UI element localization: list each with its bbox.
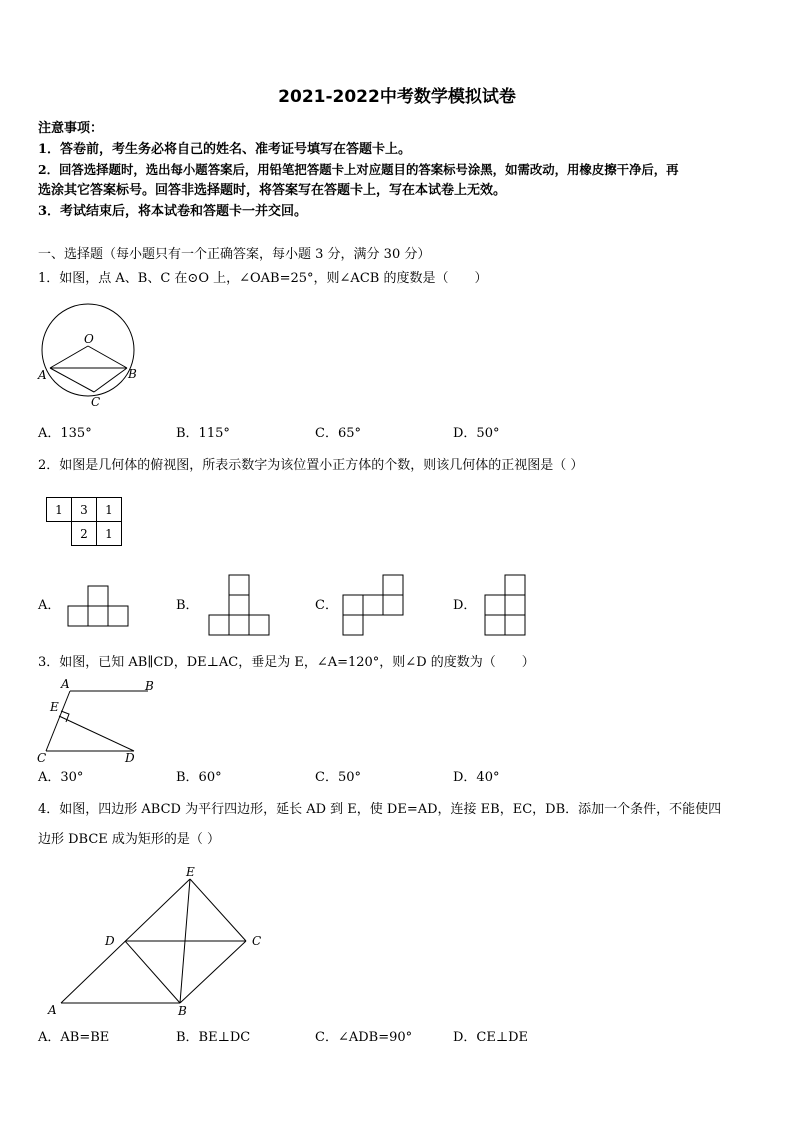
q4-text-line-2: 边形 DBCE 成为矩形的是（ ）	[38, 832, 221, 847]
q2-option-a[interactable]: A．	[38, 598, 61, 613]
q4-label-c: C	[252, 934, 262, 948]
section-heading: 一、选择题（每小题只有一个正确答案，每小题 3 分，满分 30 分）	[38, 247, 431, 262]
q1-text: 1．如图，点 A、B、C 在⊙O 上，∠OAB=25°，则∠ACB 的度数是（ ）	[38, 271, 488, 286]
q3-label-d: D	[125, 751, 135, 765]
note-line-1: 1．答卷前，考生务必将自己的姓名、准考证号填写在答题卡上。	[38, 142, 412, 157]
q2-grid-cell: 3	[72, 498, 97, 522]
q2-top-view-grid	[46, 497, 122, 546]
q1-option-c[interactable]: C．65°	[315, 426, 361, 441]
q2-option-d-figure	[485, 575, 527, 637]
q2-option-b-figure	[209, 575, 271, 637]
q2-option-c-figure	[343, 575, 405, 637]
q1-label-o: O	[84, 332, 94, 346]
q2-text: 2．如图是几何体的俯视图，所表示数字为该位置小正方体的个数，则该几何体的正视图是（ ）	[38, 458, 584, 473]
q1-circle-figure	[32, 300, 142, 410]
q2-option-b[interactable]: B．	[176, 598, 199, 613]
q2-grid-cell: 1	[97, 498, 122, 522]
note-line-3: 3．考试结束后，将本试卷和答题卡一并交回。	[38, 204, 308, 219]
q1-circle	[42, 304, 134, 396]
q2-option-c[interactable]: C．	[315, 598, 338, 613]
q4-label-b: B	[178, 1004, 187, 1018]
q4-line-bc	[180, 941, 246, 1003]
q4-line-db	[125, 941, 180, 1003]
q3-label-c: C	[37, 751, 47, 765]
q2-option-a-figure	[68, 586, 130, 628]
q2-grid-cell: 1	[47, 498, 72, 522]
note-line-2a: 2．回答选择题时，选出每小题答案后，用铅笔把答题卡上对应题目的答案标号涂黑，如需改动，用橡皮擦干净后，再	[38, 162, 679, 177]
q2-grid-cell: 1	[97, 522, 122, 546]
q2-grid-empty	[47, 522, 72, 546]
q4-label-a: A	[48, 1003, 57, 1017]
q4-option-d[interactable]: D．CE⊥DE	[453, 1030, 528, 1045]
q1-label-a: A	[38, 368, 47, 382]
q4-figure	[44, 864, 274, 1018]
q3-line-de	[59, 716, 134, 751]
q1-line-oa	[50, 346, 88, 368]
q4-option-c[interactable]: C．∠ADB=90°	[315, 1030, 413, 1045]
note-line-2b: 选涂其它答案标号。回答非选择题时，将答案写在答题卡上，写在本试卷上无效。	[38, 183, 507, 198]
q4-label-d: D	[105, 934, 115, 948]
q1-option-a[interactable]: A．135°	[38, 426, 92, 441]
q4-label-e: E	[186, 865, 195, 879]
q1-option-b[interactable]: B．115°	[176, 426, 230, 441]
q1-line-ac	[50, 368, 94, 392]
q1-line-cb	[94, 368, 127, 392]
q1-option-d[interactable]: D．50°	[453, 426, 500, 441]
q3-label-b: B	[145, 679, 154, 693]
q4-text-line-1: 4．如图，四边形 ABCD 为平行四边形，延长 AD 到 E，使 DE=AD，连接 EB，EC，DB．添加一个条件，不能使四	[38, 802, 722, 817]
q3-option-b[interactable]: B．60°	[176, 770, 222, 785]
q1-label-c: C	[91, 395, 101, 409]
q1-line-ob	[88, 346, 127, 368]
notes-heading: 注意事项：	[38, 121, 104, 136]
q4-option-b[interactable]: B．BE⊥DC	[176, 1030, 251, 1045]
q3-figure	[32, 676, 172, 766]
q3-text: 3．如图，已知 AB∥CD，DE⊥AC，垂足为 E，∠A=120°，则∠D 的度数为（ ）	[38, 655, 535, 670]
q4-option-a[interactable]: A．AB=BE	[38, 1030, 110, 1045]
q4-line-ec	[190, 879, 246, 941]
q3-option-c[interactable]: C．50°	[315, 770, 361, 785]
q3-option-a[interactable]: A．30°	[38, 770, 84, 785]
page-title: 2021-2022中考数学模拟试卷	[278, 87, 516, 107]
q3-label-a: A	[61, 677, 70, 691]
q3-label-e: E	[50, 700, 59, 714]
q2-option-d[interactable]: D．	[453, 598, 477, 613]
q2-grid-cell: 2	[72, 522, 97, 546]
q3-option-d[interactable]: D．40°	[453, 770, 500, 785]
q1-label-b: B	[128, 367, 137, 381]
